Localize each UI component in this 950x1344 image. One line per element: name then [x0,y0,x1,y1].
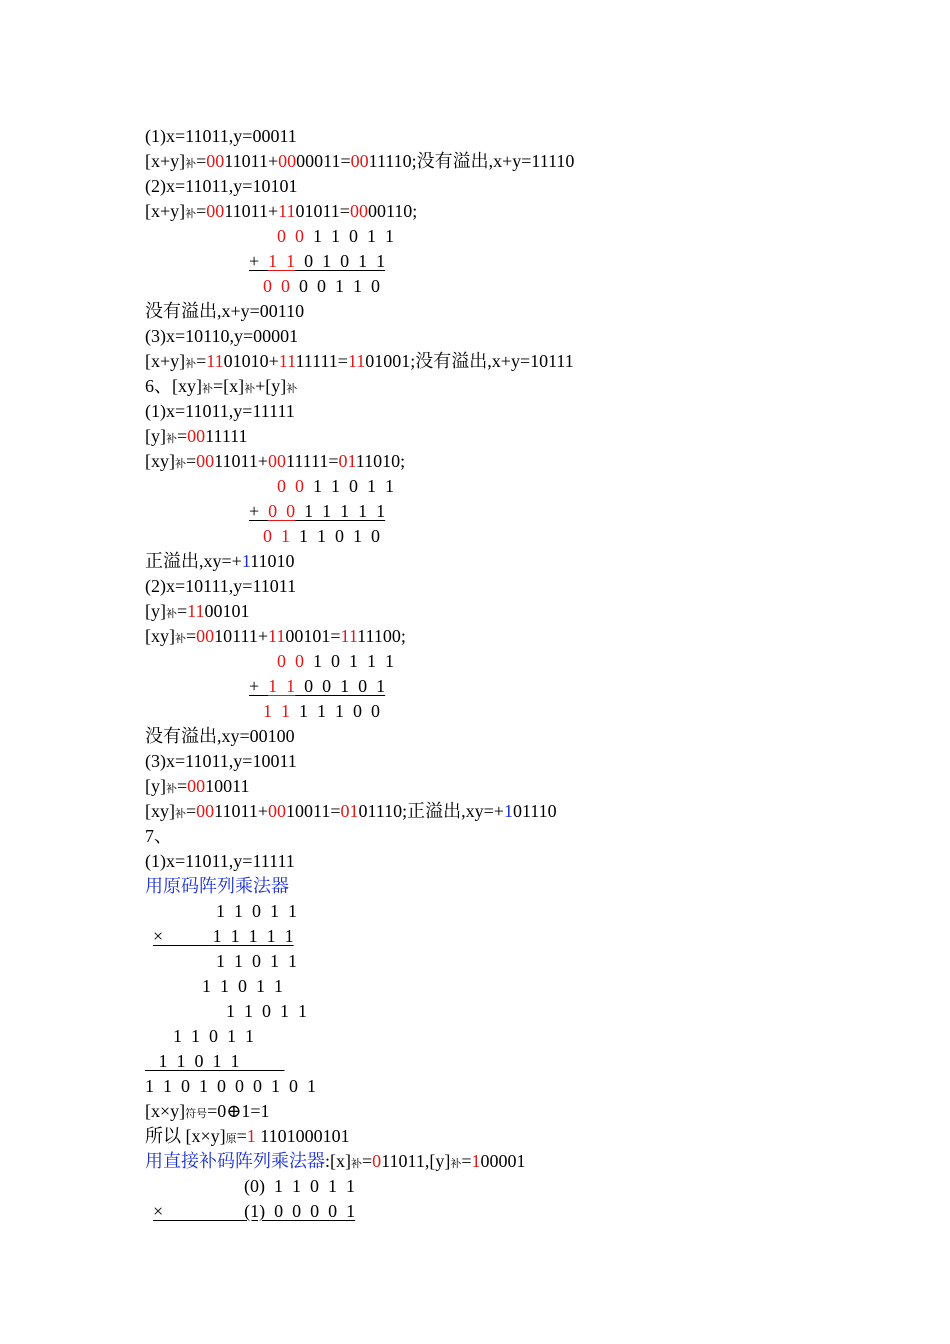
text-segment: 01110 [512,801,557,821]
text-segment: 11011+ [224,151,279,171]
text-segment: 0 1 [263,526,290,546]
text-segment: 11010 [250,551,295,571]
text-segment: 01 [338,451,357,471]
text-segment: (3)x=11011,y=10011 [145,751,297,771]
text-segment: = [362,1151,373,1171]
text-line [145,176,297,196]
text-line [145,826,172,846]
text-line [145,201,417,221]
text-segment: 补 [202,383,213,395]
text-segment: 11010; [356,451,406,471]
text-line [145,426,247,446]
text-segment: 11 [206,351,224,371]
text-segment: 00101= [285,626,341,646]
text-segment: 00 [267,801,286,821]
text-segment: 11 [267,626,286,646]
text-segment: 1 1 0 1 0 [290,526,380,546]
text-segment: 补 [166,433,177,445]
text-segment: 01110;正溢出,xy=+ [358,801,504,821]
text-line [145,751,297,771]
text-segment: 11110;没有溢出,x+y=11110 [368,151,575,171]
text-segment: 01010+ [223,351,279,371]
text-segment: 11111= [295,351,348,371]
text-segment: + [249,676,269,696]
text-segment: [xy] [145,801,175,821]
text-line [216,901,297,921]
text-segment: = [177,601,188,621]
text-segment: 1 1 1 1 1 [212,926,294,946]
text-segment: 1101000101 [255,1126,350,1146]
text-line [145,776,250,796]
text-segment: = [461,1151,472,1171]
text-line [249,676,385,696]
text-line [145,576,296,596]
text-segment: =[x] [213,376,245,396]
text-segment: 0 0 [263,276,290,296]
text-segment: 用直接补码阵列乘法器 [145,1151,325,1171]
text-segment: 1 1 0 1 1 [216,901,297,921]
text-line [145,626,406,646]
text-segment: = [236,1126,247,1146]
text-segment: 11111 [205,426,248,446]
text-segment: 补 [185,358,197,370]
text-segment: 补 [185,158,197,170]
text-segment: 00110; [367,201,418,221]
text-segment: +[y] [255,376,287,396]
text-line [153,926,294,946]
text-segment: 1 1 0 1 1 [202,976,283,996]
text-segment: 1 [241,551,251,571]
text-segment: 0 [372,1151,382,1171]
text-segment: 11 [278,201,296,221]
text-line [226,1001,307,1021]
text-segment: 10111+ [214,626,268,646]
text-segment: 1 1 0 1 1 [216,951,297,971]
text-segment: 正溢出,xy=+ [145,551,242,571]
text-segment: 1 1 [263,701,290,721]
text-segment: 11011+ [214,451,268,471]
text-segment: 00 [349,201,368,221]
text-segment: 11 [347,351,366,371]
text-segment: 1 1 0 1 1 [226,1001,307,1021]
text-segment: =0⊕1=1 [207,1101,270,1121]
text-segment: 0 1 0 1 1 [295,251,386,271]
text-segment: = [196,201,207,221]
text-line [145,376,297,396]
text-segment: 符号 [185,1108,208,1120]
text-line [249,251,385,271]
text-segment: 11 [340,626,358,646]
text-line [145,1051,285,1071]
text-segment: 00 [350,151,369,171]
text-line [145,1101,270,1121]
text-segment: 补 [286,383,298,395]
text-segment: [xy] [145,626,175,646]
text-segment: 10011 [205,776,250,796]
text-segment: (1)x=11011,y=11111 [145,401,295,421]
text-line [216,951,297,971]
text-segment: [x+y] [145,151,186,171]
text-segment: 6、[xy] [145,376,202,396]
text-segment: 1 [471,1151,481,1171]
text-segment: [y] [145,601,166,621]
text-segment: 1 1 0 1 1 [304,226,394,246]
text-segment: 11 [278,351,296,371]
text-segment: (1)x=11011,y=00011 [145,126,297,146]
text-line [249,501,385,521]
text-segment: 1 1 1 1 1 [295,501,386,521]
text-segment: 01 [340,801,359,821]
text-segment: :[x] [325,1151,351,1171]
text-line [145,401,295,421]
text-segment: [x+y] [145,201,186,221]
text-segment: 01011= [295,201,350,221]
text-segment: (2)x=10111,y=11011 [145,576,297,596]
text-line [277,476,394,496]
text-segment: 1 0 1 1 1 [304,651,394,671]
text-segment: 补 [166,783,177,795]
text-segment: 11111= [285,451,339,471]
text-segment: 00 [196,626,215,646]
text-segment: [x+y] [145,351,186,371]
text-segment: + [249,251,269,271]
text-line [145,301,304,321]
text-segment: 00101 [204,601,250,621]
text-segment: 00 [278,151,297,171]
text-segment: = [186,801,197,821]
text-segment: 00 [196,451,215,471]
text-line [145,1126,350,1146]
text-line [145,601,250,621]
text-segment: 00 [267,451,286,471]
text-line [153,1201,355,1221]
text-line [263,701,380,721]
text-segment: 10011= [285,801,341,821]
text-segment: 用原码阵列乘法器 [145,876,289,896]
text-line [145,551,295,571]
text-segment: 补 [351,1158,362,1170]
text-segment: 00001 [480,1151,526,1171]
text-segment: 1 [503,801,513,821]
text-segment: 没有溢出,x+y=00110 [145,301,305,321]
text-segment: 1 1 [268,251,296,271]
text-line [145,451,405,471]
text-segment: [xy] [145,451,175,471]
text-segment: 0 0 1 1 0 [290,276,380,296]
text-line [145,726,295,746]
text-segment: 11 [187,601,205,621]
text-segment: 0 0 [277,651,304,671]
text-segment: (2)x=11011,y=10101 [145,176,298,196]
text-segment: (3)x=10110,y=00001 [145,326,299,346]
text-line [263,276,380,296]
text-segment: × [153,926,213,946]
text-segment: 00011= [296,151,351,171]
text-segment: 00 [206,151,225,171]
text-segment: 补 [244,383,256,395]
text-segment: (0) 1 1 0 1 1 [244,1176,355,1196]
text-segment: × [153,1201,245,1221]
text-segment: = [186,451,197,471]
text-line [277,226,394,246]
text-line [263,526,380,546]
text-line [277,651,394,671]
text-line [145,351,574,371]
text-segment: = [177,426,188,446]
text-segment: 没有溢出,xy=00100 [145,726,295,746]
text-segment: 00 [187,426,206,446]
text-segment: 1 1 1 0 0 [290,701,380,721]
text-line [145,876,289,896]
text-line [145,801,557,821]
text-segment: + [249,501,269,521]
text-line [145,326,298,346]
text-segment: (1)x=11011,y=11111 [145,851,295,871]
text-line [145,151,574,171]
text-segment: 0 0 [277,476,304,496]
text-segment: 补 [185,208,197,220]
text-segment: 1 1 0 1 1 [304,476,394,496]
text-segment: 补 [175,808,186,820]
text-segment: 0 0 1 0 1 [295,676,386,696]
text-segment: [y] [145,426,166,446]
text-line [145,126,297,146]
text-segment: 补 [175,633,186,645]
text-segment: 1 1 0 1 1 [173,1026,254,1046]
text-segment: 11011+ [214,801,268,821]
text-line [202,976,283,996]
text-line [244,1176,355,1196]
text-segment: 00 [196,801,215,821]
text-segment: [y] [145,776,166,796]
text-segment: 所以 [x×y] [145,1126,226,1146]
text-segment: 原 [225,1133,237,1145]
text-segment: [x×y] [145,1101,186,1121]
text-segment: 补 [450,1158,462,1170]
text-segment: (1) 0 0 0 0 1 [244,1201,356,1221]
text-segment: 1 1 [268,676,296,696]
text-segment: 1 1 0 1 0 0 0 1 0 1 [145,1076,316,1096]
text-segment: = [196,151,207,171]
text-line [145,851,295,871]
text-segment: 1 [246,1126,256,1146]
text-segment: 补 [175,458,186,470]
text-segment: 1 1 0 1 1 [145,1051,285,1071]
text-line [173,1026,254,1046]
text-segment: 11011+ [224,201,279,221]
text-segment: 01001;没有溢出,x+y=10111 [365,351,574,371]
text-segment: = [196,351,207,371]
text-segment: 7、 [145,826,172,846]
text-segment: = [177,776,188,796]
text-segment: 00 [187,776,206,796]
text-segment: 补 [166,608,177,620]
text-segment: 00 [206,201,225,221]
text-segment: 11011,[y] [381,1151,451,1171]
text-line [145,1151,525,1171]
text-segment: 0 0 [268,501,296,521]
text-segment: 0 0 [277,226,304,246]
text-segment: = [186,626,197,646]
text-line [145,1076,316,1096]
text-segment: 11100; [357,626,406,646]
